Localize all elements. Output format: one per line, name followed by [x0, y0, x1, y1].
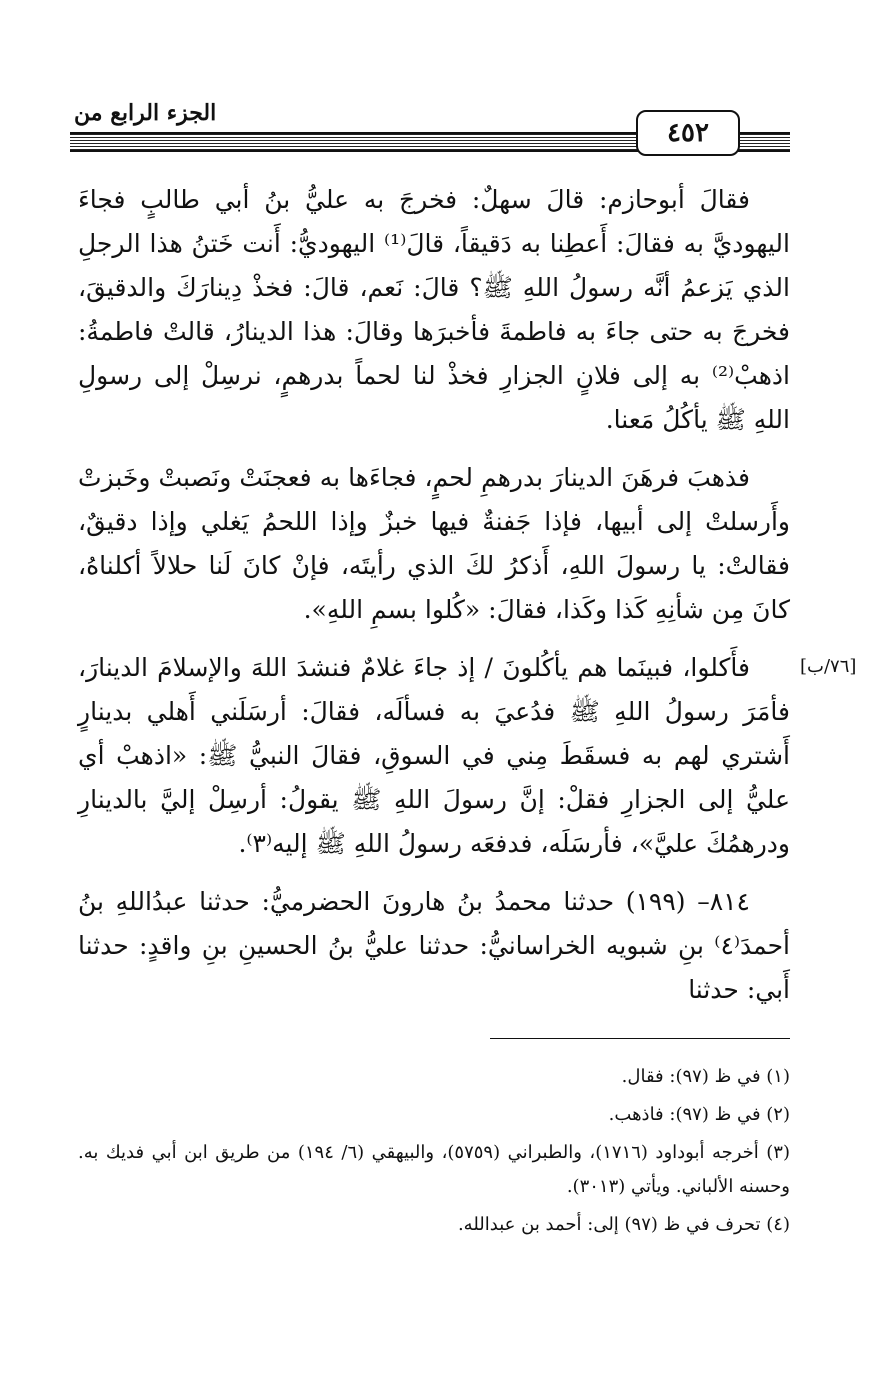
hadith-814: ٨١٤– (١٩٩) حدثنا محمدُ بنُ هارونَ الحضرميُّ: حدثنا عبدُاللهِ بنُ أحمدَ⁽٤⁾ بنِ شبويه الخراسانيُّ: حدثنا عليُّ بنُ الحسينِ بنِ واقدٍ: حدثنا أَبي: حدثنا	[78, 887, 790, 1004]
footnote-2: (٢) في ظ (٩٧): فاذهب.	[608, 1104, 790, 1125]
footnote-divider	[490, 1038, 790, 1039]
footnote-3: (٣) أخرجه أبوداود (١٧١٦)، والطبراني (٥٧٥٩)، والبيهقي (٦/ ١٩٤) من طريق ابن أبي فديك به. وحسنه الألباني. ويأتي (٣٠١٣).	[78, 1142, 790, 1197]
manuscript-folio-note: [٧٦/ب]	[800, 656, 857, 677]
paragraph-2: فذهبَ فرهَنَ الدينارَ بدرهمِ لحمٍ، فجاءَها به فعجنَتْ ونَصبتْ وخَبزتْ وأَرسلتْ إلى أبيها، فإذا جَفنةٌ فيها خبزٌ وإذا اللحمُ يَغلي وإذا دقيقٌ، فقالتْ: يا رسولَ اللهِ، أَذكرُ لكَ الذي رأيتَه، فإنْ كانَ لَنا حلالاً أكلناهُ، كانَ مِن شأنِهِ كَذا وكَذا، فقالَ: «كُلوا بسمِ اللهِ».	[78, 463, 790, 624]
page-number: ٤٥٢	[636, 110, 740, 156]
page-header	[70, 100, 790, 160]
paragraph-3: فأَكلوا، فبينَما هم يأكُلونَ / إذ جاءَ غلامٌ فنشدَ اللهَ والإسلامَ الدينارَ، فأمَرَ رسولُ اللهِ ﷺ فدُعيَ به فسألَه، فقالَ: أرسَلَني أَهلي بدينارٍ أَشتري لهم به فسقَطَ مِني في السوقِ، فقالَ النبيُّ ﷺ: «اذهبْ أي عليُّ إلى الجزارِ فقلْ: إنَّ رسولَ اللهِ ﷺ يقولُ: أرسِلْ إليَّ بالدينارِ ودرهمُكَ عليَّ»، فأرسَلَه، فدفعَه رسولُ اللهِ ﷺ إليه⁽٣⁾.	[78, 653, 790, 858]
footnote-1: (١) في ظ (٩٧): فقال.	[621, 1066, 790, 1087]
paragraph-1: فقالَ أبوحازم: قالَ سهلٌ: فخرجَ به عليُّ بنُ أبي طالبٍ فجاءَ اليهوديَّ به فقالَ: أَعطِنا به دَقيقاً، قالَ⁽¹⁾ اليهوديُّ: أَنت خَتنُ هذا الرجلِ الذي يَزعمُ أنَّه رسولُ اللهِ ﷺ؟ قالَ: نَعم، قالَ: فخذْ دِينارَكَ والدقيقَ، فخرجَ به حتى جاءَ به فاطمةَ فأخبرَها وقالَ: هذا الدينارُ، قالتْ فاطمةُ: اذهبْ⁽²⁾ به إلى فلانٍ الجزارِ فخذْ لنا لحماً بدرهمٍ، نرسِلْ إلى رسولِ اللهِ ﷺ يأكُلُ مَعنا.	[78, 185, 790, 434]
footnotes	[78, 1060, 790, 1246]
main-text	[78, 178, 790, 1026]
footnote-4: (٤) تحرف في ظ (٩٧) إلى: أحمد بن عبدالله.	[457, 1214, 790, 1235]
running-title: الجزء الرابع من	[70, 100, 308, 126]
